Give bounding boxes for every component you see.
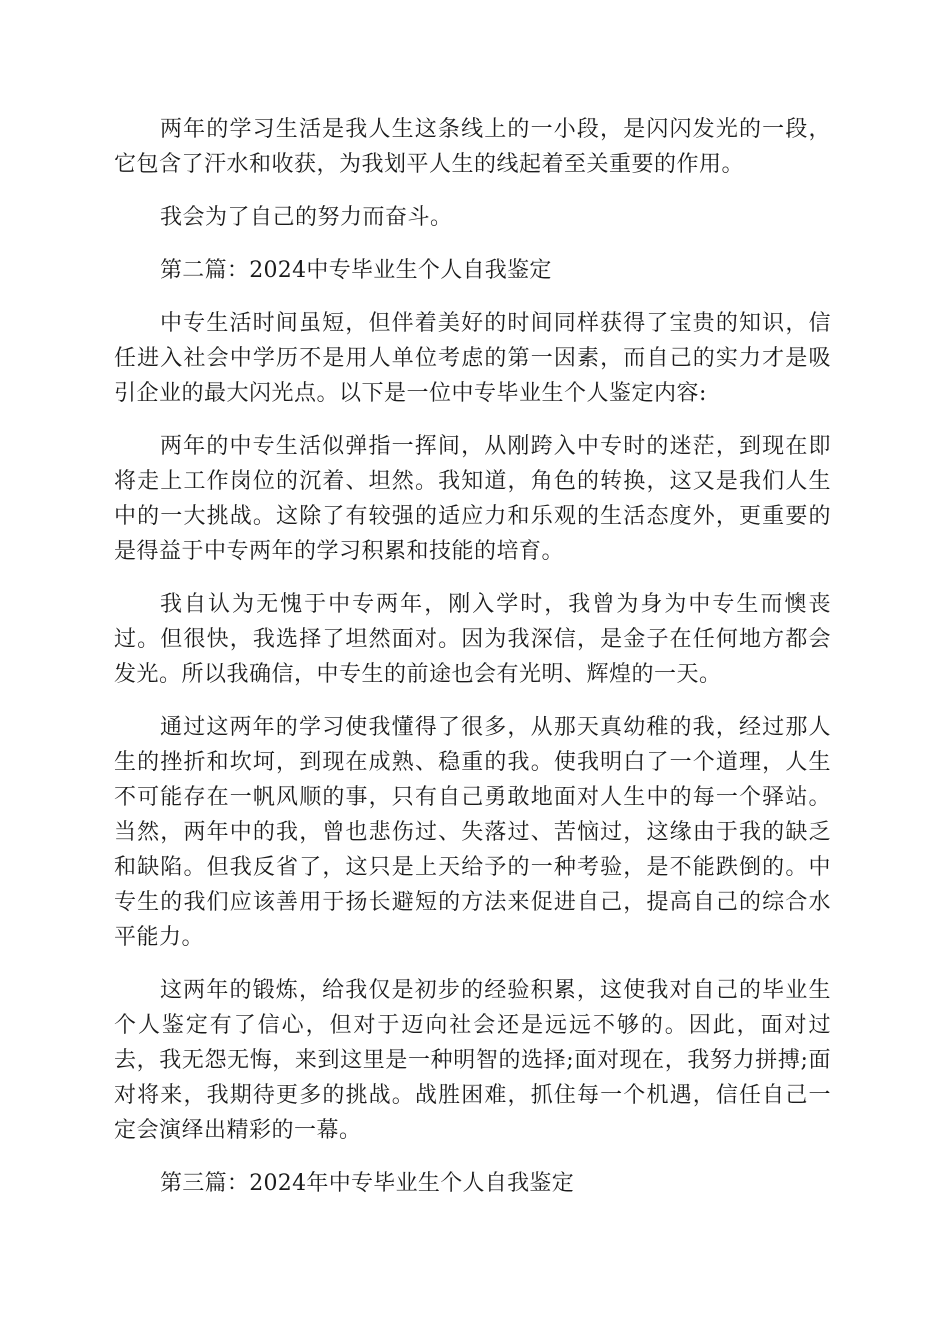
paragraph-two-years-life: 两年的中专生活似弹指一挥间，从刚跨入中专时的迷茫，到现在即将走上工作岗位的沉着、坦然。我知道，角色的转换，这又是我们人生中的一大挑战。这除了有较强的适应力和乐观的生活态度外，更重要的是得益于中专两年的学习积累和技能的培育。 bbox=[114, 434, 831, 564]
paragraph-growth: 通过这两年的学习使我懂得了很多，从那天真幼稚的我，经过那人生的挫折和坎坷，到现在成熟、稳重的我。使我明白了一个道理，人生不可能存在一帆风顺的事，只有自己勇敢地面对人生中的每一个驿站。当然，两年中的我，曾也悲伤过、失落过、苦恼过，这缘由于我的缺乏和缺陷。但我反省了，这只是上天给予的一种考验，是不能跌倒的。中专生的我们应该善用于扬长避短的方法来促进自己，提高自己的综合水平能力。 bbox=[114, 715, 831, 950]
document-body bbox=[114, 112, 831, 1219]
paragraph-resolve: 我会为了自己的努力而奋斗。 bbox=[160, 205, 453, 230]
paragraph-self-assessment: 我自认为无愧于中专两年，刚入学时，我曾为身为中专生而懊丧过。但很快，我选择了坦然面对。因为我深信，是金子在任何地方都会发光。所以我确信，中专生的前途也会有光明、辉煌的一天。 bbox=[114, 592, 831, 687]
section-heading-part-two: 第二篇：2024中专毕业生个人自我鉴定 bbox=[160, 258, 552, 283]
section-heading-part-three: 第三篇：2024年中专毕业生个人自我鉴定 bbox=[160, 1171, 574, 1196]
paragraph-conclusion: 这两年的锻炼，给我仅是初步的经验积累，这使我对自己的毕业生个人鉴定有了信心，但对于迈向社会还是远远不够的。因此，面对过去，我无怨无悔，来到这里是一种明智的选择;面对现在，我努力拼搏;面对将来，我期待更多的挑战。战胜困难，抓住每一个机遇，信任自己一定会演绎出精彩的一幕。 bbox=[114, 978, 831, 1143]
paragraph-intro-reflection: 两年的学习生活是我人生这条线上的一小段，是闪闪发光的一段，它包含了汗水和收获，为我划平人生的线起着至关重要的作用。 bbox=[114, 117, 831, 177]
paragraph-part-two-intro: 中专生活时间虽短，但伴着美好的时间同样获得了宝贵的知识，信任进入社会中学历不是用人单位考虑的第一因素，而自己的实力才是吸引企业的最大闪光点。以下是一位中专毕业生个人鉴定内容: bbox=[114, 311, 831, 406]
